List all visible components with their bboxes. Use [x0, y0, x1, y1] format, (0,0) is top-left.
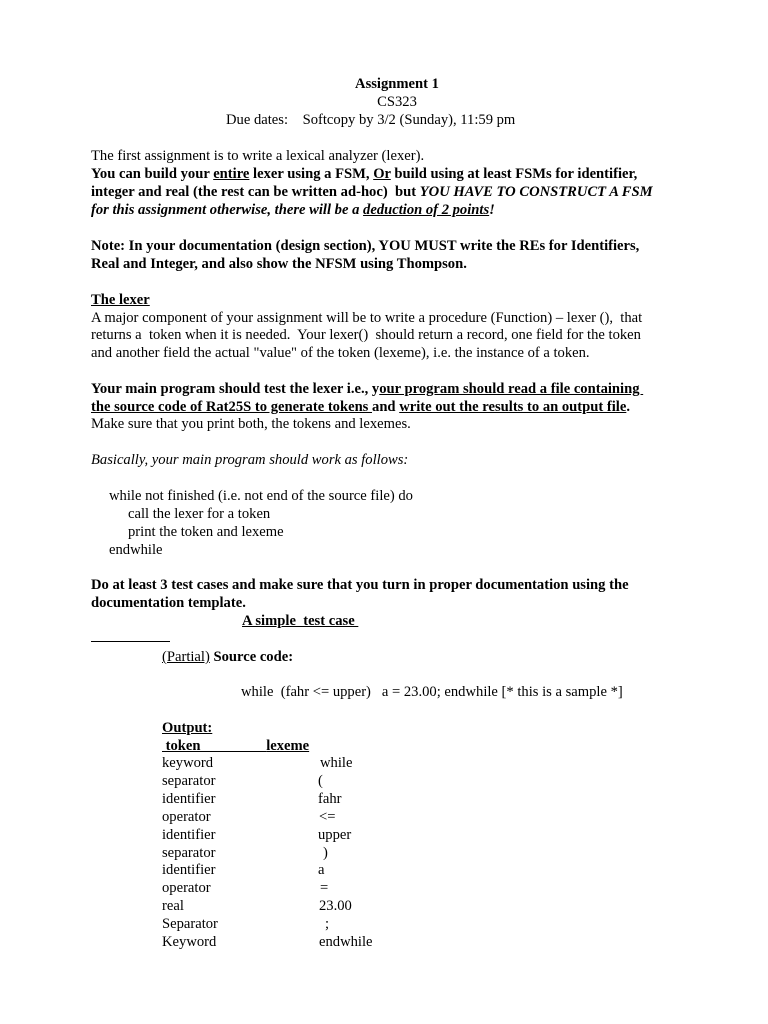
token-cell: keyword: [162, 755, 214, 771]
pseudo-print: print the token and lexeme: [128, 524, 284, 540]
mainprog-line-3: Make sure that you print both, the tokens and lexemes.: [91, 416, 411, 432]
lexer-line-2: returns a token when it is needed. Your lexer() should return a record, one field for the token: [91, 327, 641, 343]
source-code-heading: [162, 648, 293, 666]
simple-test-case-heading: A simple test case: [242, 613, 359, 629]
token-cell: Separator: [162, 916, 218, 932]
lexer-heading: The lexer: [91, 292, 150, 308]
lexeme-cell: ): [323, 845, 328, 861]
intro-line-2: You can build your entire lexer using a FSM, Or build using at least FSMs for identifier,: [91, 166, 638, 182]
horizontal-rule: [91, 641, 170, 642]
due-value: Softcopy by 3/2 (Sunday), 11:59 pm: [302, 112, 516, 128]
lexeme-cell: endwhile: [319, 934, 373, 950]
intro-line-3: integer and real (the rest can be written ad-hoc) but YOU HAVE TO CONSTRUCT A FSM: [91, 184, 653, 200]
pseudo-endwhile: endwhile: [109, 542, 163, 558]
token-cell: identifier: [162, 791, 216, 807]
course-code: CS323: [377, 94, 417, 110]
token-cell: operator: [162, 809, 211, 825]
lexeme-column-header: lexeme: [266, 738, 310, 754]
lexeme-cell: a: [318, 862, 325, 878]
lexeme-cell: =: [320, 880, 329, 896]
note-line-1: Note: In your documentation (design section), YOU MUST write the REs for Identifiers,: [91, 238, 640, 254]
intro-line-1: The first assignment is to write a lexical analyzer (lexer).: [91, 148, 425, 164]
lexeme-cell: upper: [318, 827, 352, 843]
lexeme-cell: fahr: [318, 791, 342, 807]
token-cell: separator: [162, 845, 216, 861]
token-cell: Keyword: [162, 934, 217, 950]
mainprog-line-2: the source code of Rat25S to generate tokens and write out the results to an output file.: [91, 399, 630, 415]
output-heading: Output:: [162, 720, 213, 736]
due-dates: [226, 111, 515, 129]
lexer-line-3: and another field the actual "value" of the token (lexeme), i.e. the instance of a token.: [91, 345, 590, 361]
source-code-sample: while (fahr <= upper) a = 23.00; endwhile [* this is a sample *]: [241, 684, 623, 700]
lexeme-cell: while: [320, 755, 353, 771]
pseudo-call: call the lexer for a token: [128, 506, 271, 522]
partial-label: (Partial): [162, 649, 210, 665]
lexer-line-1: A major component of your assignment will be to write a procedure (Function) – lexer (), that: [91, 310, 643, 326]
assignment-title: Assignment 1: [355, 76, 439, 92]
mainprog-line-1: Your main program should test the lexer i.e., your program should read a file containing: [91, 381, 644, 397]
token-cell: identifier: [162, 827, 216, 843]
intro-line-4: for this assignment otherwise, there will be a deduction of 2 points!: [91, 202, 495, 218]
output-table-header: [162, 737, 309, 755]
basically-line: Basically, your main program should work as follows:: [91, 452, 409, 468]
lexeme-cell: 23.00: [319, 898, 352, 914]
token-column-header: token: [162, 738, 267, 754]
lexeme-cell: <=: [319, 809, 336, 825]
token-cell: operator: [162, 880, 211, 896]
lexeme-cell: ;: [325, 916, 330, 932]
token-cell: identifier: [162, 862, 216, 878]
pseudo-while: while not finished (i.e. not end of the source file) do: [109, 488, 413, 504]
testcases-line-1: Do at least 3 test cases and make sure that you turn in proper documentation using the: [91, 577, 629, 593]
token-cell: real: [162, 898, 184, 914]
token-cell: separator: [162, 773, 216, 789]
testcases-line-2: documentation template.: [91, 595, 246, 611]
lexeme-cell: (: [318, 773, 323, 789]
note-line-2: Real and Integer, and also show the NFSM using Thompson.: [91, 256, 467, 272]
due-label: Due dates:: [226, 112, 289, 128]
source-code-label: Source code:: [209, 649, 294, 665]
